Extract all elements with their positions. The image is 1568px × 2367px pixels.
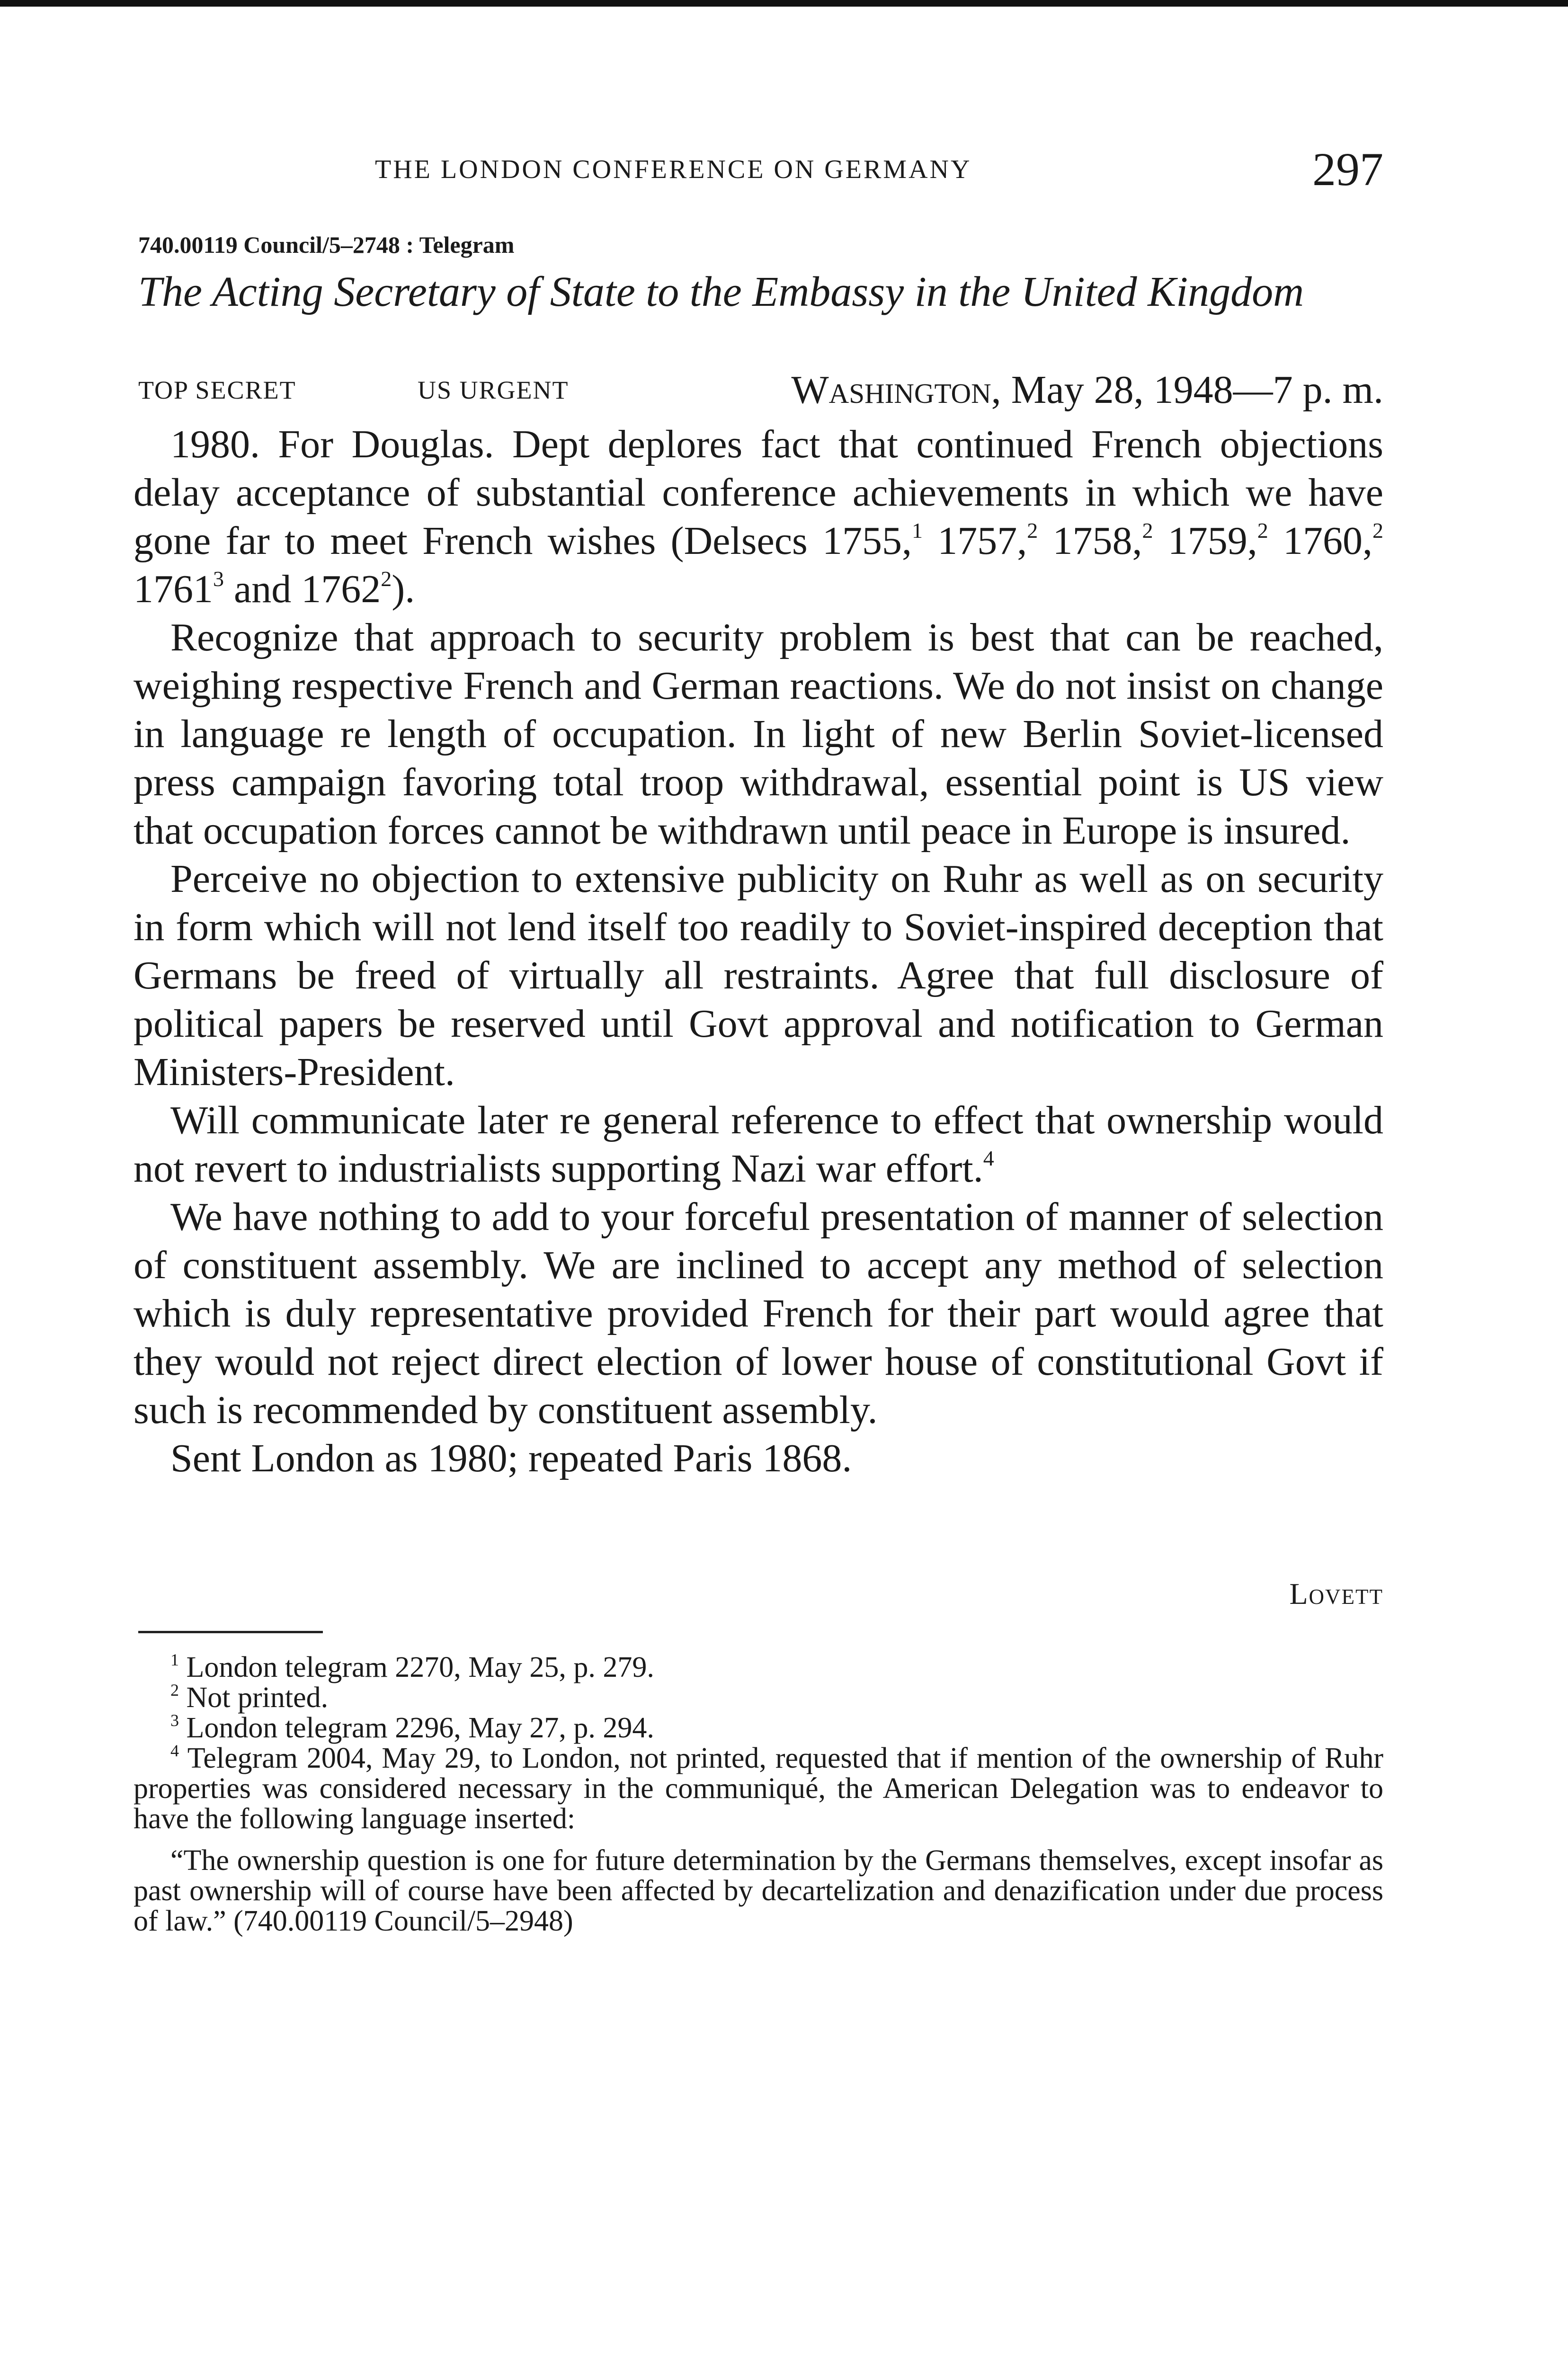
- footnote-4: [134, 1743, 1383, 1834]
- footnote-4-quotation: “The ownership question is one for future determination by the Germans themselves, except insofar as past ownership will of course have been affected by decartelization and denazification under due process of law.” (740.00119 Council/5–2948): [134, 1844, 1383, 1937]
- paragraph-1-text: 1759,: [1153, 519, 1257, 563]
- footnote-ref: 2: [1257, 518, 1268, 543]
- footnote-1: [134, 1652, 1383, 1682]
- telegram-body: [134, 420, 1383, 1483]
- paragraph-1: [134, 420, 1383, 614]
- footnote-ref: 1: [911, 518, 923, 543]
- paragraph-3: Perceive no objection to extensive publicity on Ruhr as well as on security in form which will not lend itself too readily to Soviet-inspired deception that Germans be freed of virtually all restraints. Agree that full disclosure of political papers be reserved until Govt approval and notification to German Ministers-President.: [134, 857, 1383, 1094]
- paragraph-1-text: ).: [392, 567, 415, 611]
- paragraph-1-text: 1761: [134, 567, 213, 611]
- footnote-ref: 2: [1027, 518, 1038, 543]
- footnote-ref: 2: [381, 567, 392, 591]
- paragraph-4-text: Will communicate later re general reference to effect that ownership would not revert to industrialists supporting Nazi war effort.: [134, 1098, 1383, 1191]
- signature: Lovett: [1289, 1577, 1383, 1611]
- footnote-text: Not printed.: [179, 1682, 329, 1714]
- document-heading: The Acting Secretary of State to the Embassy in the United Kingdom: [138, 268, 1304, 315]
- top-edge-rule: [0, 0, 1568, 7]
- dateline: [791, 367, 1383, 413]
- paragraph-1-text: 1980. For Douglas. Dept deplores fact that continued French objections delay acceptance of substantial conference achievements in which we have gone far to meet French wishes (Delsecs 1755,: [134, 422, 1383, 563]
- paragraph-1-text: 1760,: [1268, 519, 1373, 563]
- page-number: 297: [1312, 143, 1383, 196]
- footnotes: [134, 1652, 1383, 1936]
- file-reference: 740.00119 Council/5–2748 : Telegram: [138, 231, 515, 258]
- precedence-label: US URGENT: [418, 376, 569, 404]
- paragraph-6: Sent London as 1980; repeated Paris 1868.: [170, 1436, 852, 1480]
- classification-label: TOP SECRET: [138, 376, 296, 404]
- dateline-place: Washington,: [791, 368, 1001, 412]
- paragraph-2: Recognize that approach to security problem is best that can be reached, weighing respective French and German reactions. We do not insist on change in language re length of occupation. In light of new Berlin Soviet-licensed press campaign favoring total troop withdrawal, essential point is US view that occupation forces cannot be withdrawn until peace in Europe is insured.: [134, 615, 1383, 853]
- footnote-3: [134, 1713, 1383, 1743]
- footnote-ref: 2: [1142, 518, 1153, 543]
- footnote-text: London telegram 2296, May 27, p. 294.: [179, 1712, 654, 1744]
- footnote-marker: 3: [170, 1711, 179, 1730]
- paragraph-5: We have nothing to add to your forceful presentation of manner of selection of constituent assembly. We are inclined to accept any method of selection which is duly representative provided French for their part would agree that they would not reject direct election of lower house of constitutional Govt if such is recommended by constituent assembly.: [134, 1195, 1383, 1432]
- footnote-text: London telegram 2270, May 25, p. 279.: [179, 1651, 654, 1683]
- footnote-2: [134, 1682, 1383, 1713]
- footnote-ref: 4: [983, 1146, 994, 1170]
- dateline-date: May 28, 1948—7 p. m.: [1001, 368, 1383, 412]
- footnote-ref: 3: [213, 567, 224, 591]
- running-head: [134, 143, 1383, 196]
- footnote-ref: 2: [1372, 518, 1384, 543]
- running-title: THE LONDON CONFERENCE ON GERMANY: [375, 155, 972, 184]
- footnote-text: Telegram 2004, May 29, to London, not printed, requested that if mention of the ownership of Ruhr properties was considered necessary in the communiqué, the American Delegation was to endeavor to have the following language inserted:: [134, 1742, 1383, 1835]
- footnote-marker: 4: [170, 1741, 179, 1760]
- classification-line: [138, 367, 1383, 414]
- paragraph-1-text: 1758,: [1038, 519, 1142, 563]
- paragraph-1-text: and 1762: [224, 567, 381, 611]
- footnote-marker: 2: [170, 1681, 179, 1700]
- paragraph-1-text: 1757,: [922, 519, 1027, 563]
- footnote-marker: 1: [170, 1650, 179, 1669]
- footnote-divider: [138, 1631, 323, 1633]
- paragraph-4: [134, 1096, 1383, 1193]
